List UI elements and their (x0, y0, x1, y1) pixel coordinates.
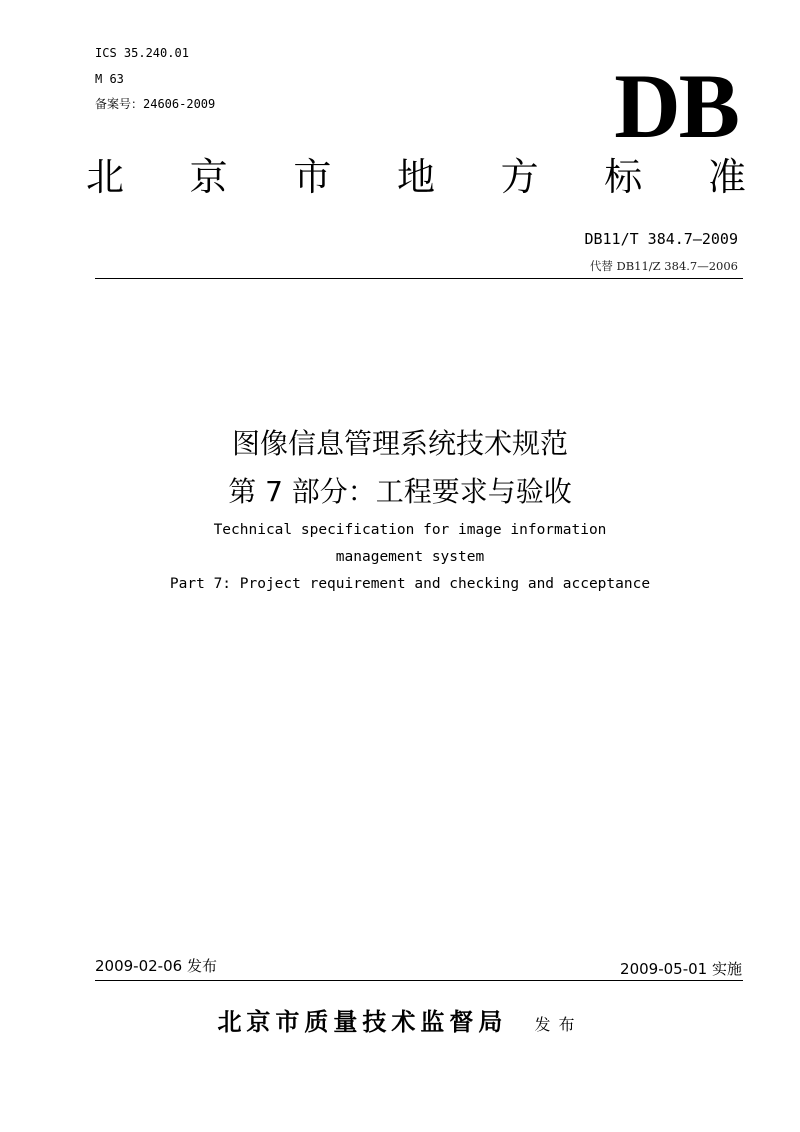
title-en-line1: Technical specification for image information (213, 522, 607, 538)
standard-type-char: 京 (189, 155, 228, 199)
issuer-line (0, 1002, 800, 1037)
title-en-line2: management system (335, 549, 485, 565)
standard-type-title (86, 152, 746, 202)
standard-type-char: 方 (500, 155, 539, 199)
db-logo: DB (614, 55, 738, 157)
footer-divider (95, 980, 743, 981)
standard-type-char: 市 (293, 155, 332, 199)
title-cn-line2: 第 7 部分：工程要求与验收 (228, 475, 572, 508)
standard-type-char: 准 (707, 155, 746, 199)
replaces-standard: 代替 DB11/Z 384.7—2006 (589, 259, 738, 273)
issuer-action: 发布 (534, 1015, 583, 1034)
header-divider (95, 278, 743, 279)
standard-type-char: 地 (396, 155, 435, 199)
standard-type-char: 标 (604, 155, 643, 199)
ics-code: ICS 35.240.01 (95, 46, 189, 60)
release-date: 2009-02-06 发布 (95, 957, 217, 975)
standard-number: DB11/T 384.7—2009 (584, 230, 738, 248)
effective-date: 2009-05-01 实施 (620, 960, 742, 978)
title-cn-line1: 图像信息管理系统技术规范 (231, 427, 568, 460)
filing-number: 备案号：24606-2009 (95, 97, 216, 111)
issuer-name: 北京市质量技术监督局 (217, 1008, 508, 1036)
title-en-line3: Part 7: Project requirement and checking and acceptance (169, 576, 651, 592)
standard-type-char: 北 (86, 155, 125, 199)
ccs-code: M 63 (95, 72, 124, 86)
